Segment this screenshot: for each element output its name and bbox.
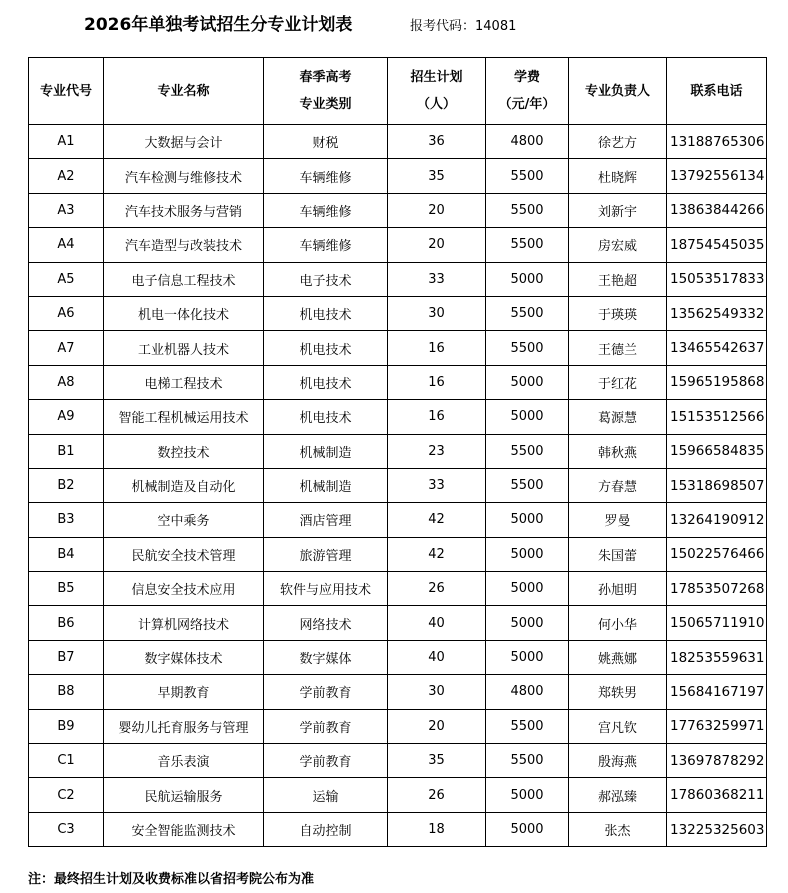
major-code-cell: A9 xyxy=(29,400,104,434)
phone-cell: 15022576466 xyxy=(667,537,767,571)
page-title: 2026年单独考试招生分专业计划表 xyxy=(84,15,353,35)
tuition-cell: 5000 xyxy=(486,606,569,640)
major-code-cell: A6 xyxy=(29,296,104,330)
major-name-cell: 机械制造及自动化 xyxy=(104,468,264,502)
major-code-cell: B5 xyxy=(29,572,104,606)
category-cell: 软件与应用技术 xyxy=(264,572,388,606)
table-row xyxy=(29,675,767,709)
category-cell: 网络技术 xyxy=(264,606,388,640)
table-row xyxy=(29,331,767,365)
leader-cell: 王艳超 xyxy=(569,262,667,296)
plan-count-cell: 26 xyxy=(388,572,486,606)
plan-count-cell: 16 xyxy=(388,331,486,365)
tuition-cell: 4800 xyxy=(486,675,569,709)
major-name-cell: 电子信息工程技术 xyxy=(104,262,264,296)
category-cell: 机电技术 xyxy=(264,365,388,399)
leader-cell: 于红花 xyxy=(569,365,667,399)
phone-cell: 17763259971 xyxy=(667,709,767,743)
major-name-cell: 民航运输服务 xyxy=(104,778,264,812)
tuition-cell: 5000 xyxy=(486,503,569,537)
phone-cell: 13188765306 xyxy=(667,125,767,159)
major-code-cell: B1 xyxy=(29,434,104,468)
table-row xyxy=(29,606,767,640)
header-code: 专业代号 xyxy=(29,58,104,125)
tuition-cell: 5500 xyxy=(486,331,569,365)
major-code-cell: A3 xyxy=(29,193,104,227)
tuition-cell: 5000 xyxy=(486,537,569,571)
table-row xyxy=(29,400,767,434)
plan-count-cell: 33 xyxy=(388,468,486,502)
tuition-cell: 5000 xyxy=(486,365,569,399)
category-cell: 车辆维修 xyxy=(264,193,388,227)
tuition-cell: 5000 xyxy=(486,778,569,812)
category-cell: 机电技术 xyxy=(264,400,388,434)
category-cell: 机电技术 xyxy=(264,296,388,330)
plan-count-cell: 20 xyxy=(388,193,486,227)
plan-count-cell: 42 xyxy=(388,503,486,537)
major-code-cell: C1 xyxy=(29,744,104,778)
table-row xyxy=(29,744,767,778)
major-code-cell: B4 xyxy=(29,537,104,571)
category-cell: 数字媒体 xyxy=(264,640,388,674)
major-name-cell: 计算机网络技术 xyxy=(104,606,264,640)
leader-cell: 葛源慧 xyxy=(569,400,667,434)
phone-cell: 15684167197 xyxy=(667,675,767,709)
plan-count-cell: 18 xyxy=(388,812,486,846)
header-phone: 联系电话 xyxy=(667,58,767,125)
phone-cell: 15318698507 xyxy=(667,468,767,502)
major-code-cell: B9 xyxy=(29,709,104,743)
major-name-cell: 工业机器人技术 xyxy=(104,331,264,365)
leader-cell: 郑轶男 xyxy=(569,675,667,709)
plan-count-cell: 35 xyxy=(388,159,486,193)
major-name-cell: 早期教育 xyxy=(104,675,264,709)
enrollment-plan-table xyxy=(28,57,767,847)
leader-cell: 于瑛瑛 xyxy=(569,296,667,330)
major-name-cell: 数控技术 xyxy=(104,434,264,468)
leader-cell: 姚燕娜 xyxy=(569,640,667,674)
tuition-cell: 5000 xyxy=(486,572,569,606)
major-code-cell: B2 xyxy=(29,468,104,502)
plan-count-cell: 16 xyxy=(388,400,486,434)
major-name-cell: 信息安全技术应用 xyxy=(104,572,264,606)
major-name-cell: 大数据与会计 xyxy=(104,125,264,159)
header-fee: 学费 （元/年） xyxy=(486,58,569,125)
category-cell: 机电技术 xyxy=(264,331,388,365)
leader-cell: 孙旭明 xyxy=(569,572,667,606)
tuition-cell: 5500 xyxy=(486,709,569,743)
header-plan: 招生计划 （人） xyxy=(388,58,486,125)
leader-cell: 徐艺方 xyxy=(569,125,667,159)
plan-count-cell: 20 xyxy=(388,228,486,262)
tuition-cell: 5500 xyxy=(486,193,569,227)
category-cell: 财税 xyxy=(264,125,388,159)
plan-count-cell: 35 xyxy=(388,744,486,778)
plan-count-cell: 36 xyxy=(388,125,486,159)
table-row xyxy=(29,812,767,846)
table-header-row xyxy=(29,58,767,125)
leader-cell: 何小华 xyxy=(569,606,667,640)
leader-cell: 房宏威 xyxy=(569,228,667,262)
leader-cell: 郝泓臻 xyxy=(569,778,667,812)
tuition-cell: 5000 xyxy=(486,262,569,296)
phone-cell: 15966584835 xyxy=(667,434,767,468)
plan-count-cell: 30 xyxy=(388,675,486,709)
phone-cell: 15153512566 xyxy=(667,400,767,434)
leader-cell: 韩秋燕 xyxy=(569,434,667,468)
major-code-cell: C3 xyxy=(29,812,104,846)
leader-cell: 王德兰 xyxy=(569,331,667,365)
leader-cell: 刘新宇 xyxy=(569,193,667,227)
table-row xyxy=(29,365,767,399)
leader-cell: 宫凡钦 xyxy=(569,709,667,743)
table-row xyxy=(29,296,767,330)
major-code-cell: B6 xyxy=(29,606,104,640)
category-cell: 学前教育 xyxy=(264,744,388,778)
plan-count-cell: 40 xyxy=(388,606,486,640)
major-name-cell: 音乐表演 xyxy=(104,744,264,778)
table-row xyxy=(29,503,767,537)
major-code-cell: C2 xyxy=(29,778,104,812)
leader-cell: 殷海燕 xyxy=(569,744,667,778)
category-cell: 学前教育 xyxy=(264,709,388,743)
table-row xyxy=(29,537,767,571)
header-name: 专业名称 xyxy=(104,58,264,125)
category-cell: 自动控制 xyxy=(264,812,388,846)
leader-cell: 罗曼 xyxy=(569,503,667,537)
leader-cell: 张杰 xyxy=(569,812,667,846)
plan-count-cell: 33 xyxy=(388,262,486,296)
phone-cell: 13225325603 xyxy=(667,812,767,846)
plan-count-cell: 20 xyxy=(388,709,486,743)
major-name-cell: 空中乘务 xyxy=(104,503,264,537)
major-code-cell: A1 xyxy=(29,125,104,159)
plan-count-cell: 30 xyxy=(388,296,486,330)
phone-cell: 18253559631 xyxy=(667,640,767,674)
major-code-cell: A4 xyxy=(29,228,104,262)
category-cell: 车辆维修 xyxy=(264,159,388,193)
table-row xyxy=(29,262,767,296)
table-row xyxy=(29,709,767,743)
major-name-cell: 汽车技术服务与营销 xyxy=(104,193,264,227)
phone-cell: 13697878292 xyxy=(667,744,767,778)
phone-cell: 13792556134 xyxy=(667,159,767,193)
phone-cell: 13863844266 xyxy=(667,193,767,227)
major-name-cell: 婴幼儿托育服务与管理 xyxy=(104,709,264,743)
major-code-cell: B3 xyxy=(29,503,104,537)
tuition-cell: 4800 xyxy=(486,125,569,159)
major-name-cell: 智能工程机械运用技术 xyxy=(104,400,264,434)
phone-cell: 13465542637 xyxy=(667,331,767,365)
report-code: 报考代码：14081 xyxy=(410,19,517,34)
table-row xyxy=(29,778,767,812)
leader-cell: 方春慧 xyxy=(569,468,667,502)
phone-cell: 15065711910 xyxy=(667,606,767,640)
plan-count-cell: 16 xyxy=(388,365,486,399)
category-cell: 机械制造 xyxy=(264,468,388,502)
major-name-cell: 机电一体化技术 xyxy=(104,296,264,330)
table-row xyxy=(29,159,767,193)
major-name-cell: 安全智能监测技术 xyxy=(104,812,264,846)
category-cell: 酒店管理 xyxy=(264,503,388,537)
tuition-cell: 5500 xyxy=(486,296,569,330)
major-code-cell: A8 xyxy=(29,365,104,399)
phone-cell: 13264190912 xyxy=(667,503,767,537)
phone-cell: 17860368211 xyxy=(667,778,767,812)
phone-cell: 15053517833 xyxy=(667,262,767,296)
tuition-cell: 5500 xyxy=(486,159,569,193)
category-cell: 运输 xyxy=(264,778,388,812)
category-cell: 电子技术 xyxy=(264,262,388,296)
major-code-cell: B7 xyxy=(29,640,104,674)
major-name-cell: 汽车造型与改装技术 xyxy=(104,228,264,262)
plan-count-cell: 23 xyxy=(388,434,486,468)
major-name-cell: 汽车检测与维修技术 xyxy=(104,159,264,193)
table-row xyxy=(29,193,767,227)
tuition-cell: 5500 xyxy=(486,744,569,778)
footnote: 注：最终招生计划及收费标准以省招考院公布为准 xyxy=(28,872,315,887)
major-name-cell: 数字媒体技术 xyxy=(104,640,264,674)
table-row xyxy=(29,228,767,262)
phone-cell: 13562549332 xyxy=(667,296,767,330)
major-code-cell: A7 xyxy=(29,331,104,365)
header-leader: 专业负责人 xyxy=(569,58,667,125)
table-row xyxy=(29,640,767,674)
table-row xyxy=(29,125,767,159)
table-row xyxy=(29,468,767,502)
header-category: 春季高考 专业类别 xyxy=(264,58,388,125)
category-cell: 学前教育 xyxy=(264,675,388,709)
tuition-cell: 5000 xyxy=(486,400,569,434)
category-cell: 旅游管理 xyxy=(264,537,388,571)
phone-cell: 15965195868 xyxy=(667,365,767,399)
major-name-cell: 电梯工程技术 xyxy=(104,365,264,399)
major-code-cell: A5 xyxy=(29,262,104,296)
tuition-cell: 5500 xyxy=(486,228,569,262)
plan-count-cell: 42 xyxy=(388,537,486,571)
table-row xyxy=(29,572,767,606)
category-cell: 车辆维修 xyxy=(264,228,388,262)
tuition-cell: 5500 xyxy=(486,434,569,468)
tuition-cell: 5000 xyxy=(486,640,569,674)
leader-cell: 杜晓辉 xyxy=(569,159,667,193)
category-cell: 机械制造 xyxy=(264,434,388,468)
major-name-cell: 民航安全技术管理 xyxy=(104,537,264,571)
major-code-cell: A2 xyxy=(29,159,104,193)
major-code-cell: B8 xyxy=(29,675,104,709)
leader-cell: 朱国蕾 xyxy=(569,537,667,571)
phone-cell: 17853507268 xyxy=(667,572,767,606)
table-row xyxy=(29,434,767,468)
tuition-cell: 5500 xyxy=(486,468,569,502)
table-body xyxy=(29,125,767,847)
phone-cell: 18754545035 xyxy=(667,228,767,262)
tuition-cell: 5000 xyxy=(486,812,569,846)
plan-count-cell: 26 xyxy=(388,778,486,812)
plan-count-cell: 40 xyxy=(388,640,486,674)
